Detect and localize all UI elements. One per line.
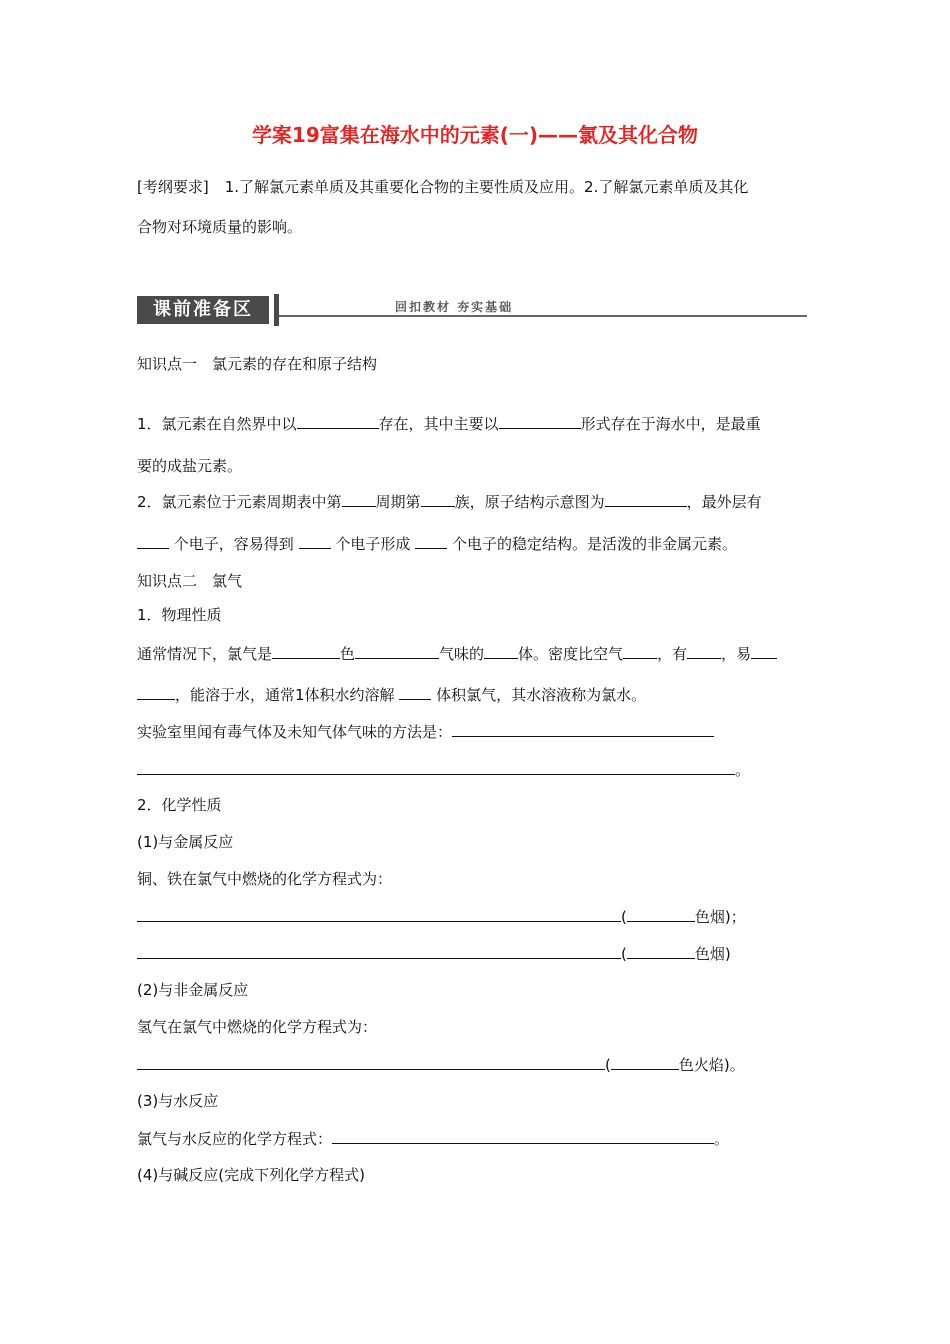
phys-heading: 1．物理性质 (137, 606, 222, 624)
kp1-heading: 知识点一 氯元素的存在和原子结构 (137, 355, 378, 373)
phys-smell-line-2: 。 (137, 758, 750, 781)
answer-blank[interactable] (137, 758, 735, 775)
kp2-heading: 知识点二 氯气 (137, 572, 243, 590)
page-title: 学案19富集在海水中的元素(一)——氯及其化合物 (251, 123, 699, 147)
blank[interactable] (297, 412, 379, 429)
metal-text: 铜、铁在氯气中燃烧的化学方程式为： (137, 870, 393, 888)
blank[interactable] (415, 532, 447, 549)
blank[interactable] (299, 532, 331, 549)
nonmetal-text: 氢气在氯气中燃烧的化学方程式为： (137, 1018, 378, 1036)
metal-equation-2: ( 色烟) (137, 942, 731, 965)
banner-bar (274, 294, 279, 326)
kp1-q1-line-2: 要的成盐元素。 (137, 457, 243, 475)
chem-heading: 2．化学性质 (137, 796, 222, 814)
blank[interactable] (272, 642, 340, 659)
kp1-q2-line-1: 2．氯元素位于元素周期表中第 周期第 族，原子结构示意图为 ，最外层有 (137, 490, 762, 513)
equation-blank[interactable] (137, 905, 621, 922)
metal-equation-1: ( 色烟)； (137, 905, 746, 928)
exam-requirements-line-2: 合物对环境质量的影响。 (137, 218, 303, 236)
blank[interactable] (484, 642, 518, 659)
section-banner (137, 294, 807, 328)
blank[interactable] (751, 642, 777, 659)
base-heading: (4)与碱反应(完成下列化学方程式) (137, 1166, 365, 1184)
blank[interactable] (611, 1053, 679, 1070)
phys-smell-line: 实验室里闻有毒气体及未知气体气味的方法是： (137, 720, 714, 743)
nonmetal-heading: (2)与非金属反应 (137, 981, 249, 999)
metal-heading: (1)与金属反应 (137, 833, 234, 851)
blank[interactable] (399, 683, 431, 700)
banner-rule (279, 315, 807, 317)
kp1-q2-line-2: 个电子，容易得到 个电子形成 个电子的稳定结构。是活泼的非金属元素。 (137, 532, 737, 555)
blank[interactable] (355, 642, 439, 659)
blank[interactable] (137, 683, 175, 700)
blank[interactable] (137, 532, 169, 549)
equation-blank[interactable] (332, 1127, 714, 1144)
answer-blank[interactable] (452, 720, 714, 737)
banner-title: 课前准备区 (137, 296, 269, 324)
phys-line-1: 通常情况下，氯气是 色 气味的 体。密度比空气 ，有 ，易 (137, 642, 777, 665)
blank[interactable] (499, 412, 581, 429)
blank[interactable] (342, 490, 376, 507)
blank[interactable] (627, 905, 695, 922)
nonmetal-equation: ( 色火焰)。 (137, 1053, 745, 1076)
kp1-q1-line-1: 1．氯元素在自然界中以 存在，其中主要以 形式存在于海水中，是最重 (137, 412, 761, 435)
water-heading: (3)与水反应 (137, 1092, 219, 1110)
exam-requirements-line-1: [考纲要求] 1.了解氯元素单质及其重要化合物的主要性质及应用。2.了解氯元素单质及其化 (137, 178, 749, 196)
banner-subtitle: 回扣教材 夯实基础 (395, 300, 514, 314)
blank[interactable] (623, 642, 657, 659)
equation-blank[interactable] (137, 942, 621, 959)
exam-requirements-label: [考纲要求] (137, 178, 209, 196)
blank[interactable] (605, 490, 687, 507)
blank[interactable] (627, 942, 695, 959)
blank[interactable] (687, 642, 721, 659)
phys-line-2: ，能溶于水，通常1体积水约溶解 体积氯气，其水溶液称为氯水。 (137, 683, 646, 706)
equation-blank[interactable] (137, 1053, 605, 1070)
blank[interactable] (421, 490, 455, 507)
water-text-line: 氯气与水反应的化学方程式： 。 (137, 1127, 729, 1150)
